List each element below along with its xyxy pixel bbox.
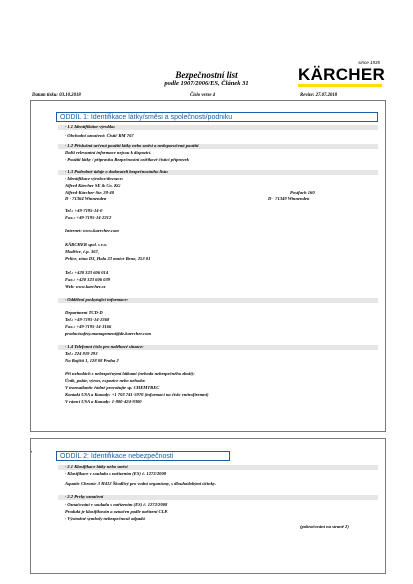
logo-tagline: since 1935	[358, 60, 380, 65]
section-line: Tel.: 224 919 293	[65, 351, 98, 356]
section-line: Tel.: +49-7195-14-0	[65, 208, 103, 213]
section-line: KÄRCHER spol. s r.o.	[65, 242, 108, 247]
change-marker-icon: •	[30, 450, 33, 456]
section-line: Únik, požár, výron, expozice nebo nehoda:	[65, 378, 146, 383]
section-line: · Klasifikace v souladu s nařízením (ES) č. 1272/2008	[65, 471, 167, 476]
section-line: Modřice, č.p. 367,	[65, 249, 99, 254]
section-line: Tel.: +49-7195-14-2368	[65, 317, 110, 322]
logo-yellow-bar	[298, 84, 382, 87]
section-line: Tel.: +420 323 606 014	[65, 270, 109, 275]
section-line: Produkt je klasifikován a označen podle nařízení CLP.	[65, 509, 168, 514]
section-line: Department TCD-D	[65, 310, 103, 315]
document-title: Bezpečnostní list	[175, 70, 238, 80]
section-line: Další relevantní informace nejsou k dispozici.	[65, 150, 152, 155]
section-line: Kontakt USA a Kanady: +1 703 741-5970 (informaci na číslo vnitrofiremní)	[65, 392, 209, 397]
section-line: Při nehodách s nebezpečnými látkami (nehoda nebezpečného zboží):	[65, 371, 195, 376]
section-line: productsafety.management@de.kaercher.com	[65, 331, 151, 336]
section-line: · 1.3 Podrobné údaje o dodavateli bezpečnostního listu	[65, 169, 168, 174]
section-line: Fax.: +420 323 606 039	[65, 277, 111, 282]
section-line: Na Bojišti 1, 128 08 Praha 2	[65, 358, 119, 363]
logo-wordmark: KÄRCHER	[298, 65, 386, 84]
karcher-logo	[298, 60, 386, 86]
document-subtitle: podle 1907/2006/ES, Článek 31	[164, 80, 249, 87]
section-line: D - 71364 Winnenden	[65, 196, 107, 201]
section-line: · Označování v souladu s nařízením (ES) č. 1272/2008	[65, 502, 168, 507]
section-line: Pvlice, zóna D3, Hala 23 mnice Brno, 253 01	[65, 256, 151, 261]
subsection-bar	[58, 495, 378, 500]
section-line: Fax.: +49-7195-14-3166	[65, 324, 112, 329]
section-line: V transatlantic řádné provožujte sp. CHEMTREC	[65, 385, 160, 390]
section-2-header: ODDÍL 2: Identifikace nebezpečnosti	[56, 451, 230, 461]
section-line: Web: www.karcher.cz	[65, 284, 106, 289]
address-right-1: Postfach 160	[290, 190, 315, 195]
version-number: Číslo verze 4	[190, 93, 216, 98]
section-line: · 1.1 Identifikátor výrobku	[65, 124, 115, 129]
section-1-header: ODDÍL 1: Identifikace látky/směsi a společnosti/podniku	[56, 112, 378, 122]
continuation-note: (pokračování na straně 2)	[300, 524, 349, 529]
section-line: Alfred Kärcher SE & Co. KG	[65, 183, 121, 188]
section-line: Alfred-Kärcher-Str. 28-40	[65, 190, 115, 195]
section-line: · 2.1 Klasifikace látky nebo směsi	[65, 464, 128, 469]
section-line: · 2.2 Prvky označení	[65, 494, 104, 499]
revision-date: Revize: 27.07.2018	[300, 93, 338, 98]
section-line: · 1.2 Příslušná určená použití látky nebo směsi a nedoporučená použití	[65, 143, 199, 148]
section-line: · Výstražné symboly nebezpečnosti odpadá	[65, 516, 145, 521]
section-line: · 1.4 Telefonní číslo pro naléhavé situace:	[65, 344, 144, 349]
address-right-2: D - 71349 Winnenden	[268, 196, 310, 201]
section-line: · Identifikace výrobce/dovozce:	[65, 176, 124, 181]
section-line: Aquatic Chronic 3 H412 Škodlivý pro vodní organismy, s dlouhodobými účinky.	[65, 481, 217, 486]
section-line: V rámci USA a Kanady: 1-800-424-9300	[65, 399, 142, 404]
print-date: Datum tisku: 03.10.2018	[32, 93, 81, 98]
section-line: · Oddělení poskytující informace:	[65, 297, 129, 302]
section-line: Internet: www.kaercher.com	[65, 228, 119, 233]
section-line: Fax.: +49-7195-14-2212	[65, 215, 112, 220]
section-line: · Obchodní označení: Čistič RM 767	[65, 133, 134, 138]
section-line: · Použití látky / přípravku Bezpečnostní ostřikové čistící přípravek	[65, 157, 189, 162]
